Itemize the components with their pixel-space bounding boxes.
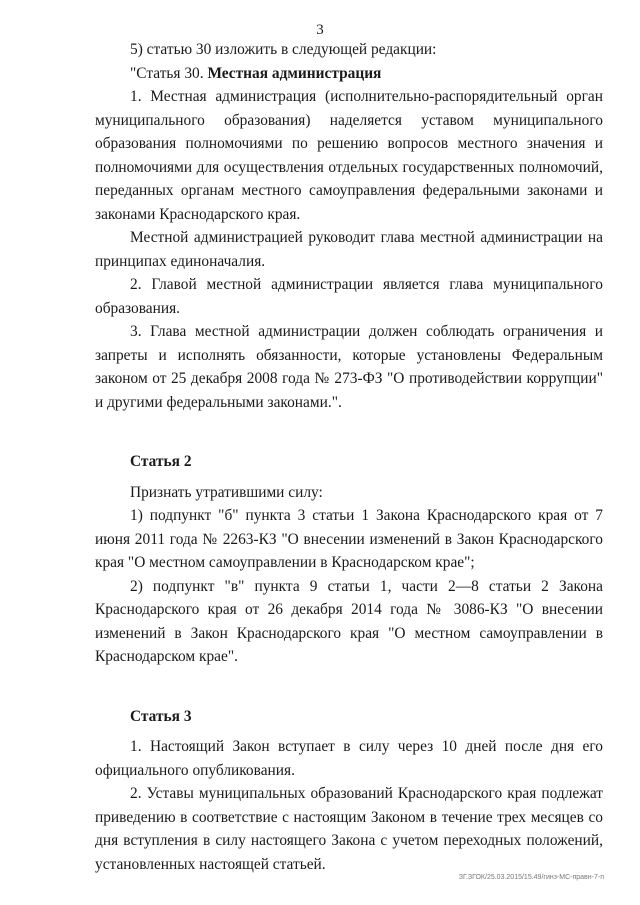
article-30-prefix: "Статья 30. [130, 64, 208, 82]
item-5-text: 5) статью 30 изложить в следующей редакции: [130, 41, 437, 58]
article-30-paragraph: 3. Глава местной администрации должен соблюдать ограничения и запреты и исполнять обязанности, которые установлены Федеральным законом от 25 декабря 2008 года № 273-ФЗ "О противодействии коррупции" и другими федеральными законами.". [95, 323, 603, 411]
article-2-paragraph: Признать утратившими силу: [130, 483, 323, 501]
article-3-title: Статья 3 [130, 707, 192, 725]
article-30-paragraph: 1. Местная администрация (исполнительно-распорядительный орган муниципального образования) наделяется уставом муниципального образования полномочиями по решению вопросов местного значения и полномочиями для осуществления отдельных государственных полномочий, переданных органам местного самоуправления федеральными законами и законами Краснодарского края. [95, 88, 603, 223]
document-body [95, 38, 603, 876]
article-30-paragraph: 2. Главой местной администрации является глава муниципального образования. [95, 276, 603, 317]
article-3-paragraph: 1. Настоящий Закон вступает в силу через 10 дней после дня его официального опубликования. [95, 738, 603, 779]
article-2-paragraph: 1) подпункт "б" пункта 3 статьи 1 Закона Краснодарского края от 7 июня 2011 года № 2263-КЗ "О внесении изменений в Закон Краснодарского края "О местном самоуправлении в Краснодарском крае"; [95, 507, 603, 571]
article-30-paragraph: Местной администрацией руководит глава местной администрации на принципах единоначалия. [95, 229, 603, 270]
article-30-title: Местная администрация [207, 64, 382, 82]
article-2-paragraph: 2) подпункт "в" пункта 9 статьи 1, части 2—8 статьи 2 Закона Краснодарского края от 26 декабря 2014 года № 3086-КЗ "О внесении изменений в Закон Краснодарского края "О местном самоуправлении в Краснодарском крае". [95, 577, 603, 665]
article-2-title: Статья 2 [130, 453, 192, 470]
document-code: ЗГ.ЗГОК/25.03.2015/15.49/гинз-МС-правн-7-п [458, 874, 604, 881]
page-number: 3 [316, 22, 324, 38]
article-3-paragraph: 2. Уставы муниципальных образований Краснодарского края подлежат приведению в соответствие с настоящим Законом в течение трех месяцев со дня вступления в силу настоящего Закона с учетом переходных положений, установленных настоящей статьей. [95, 785, 603, 873]
article-30-heading [95, 62, 603, 86]
